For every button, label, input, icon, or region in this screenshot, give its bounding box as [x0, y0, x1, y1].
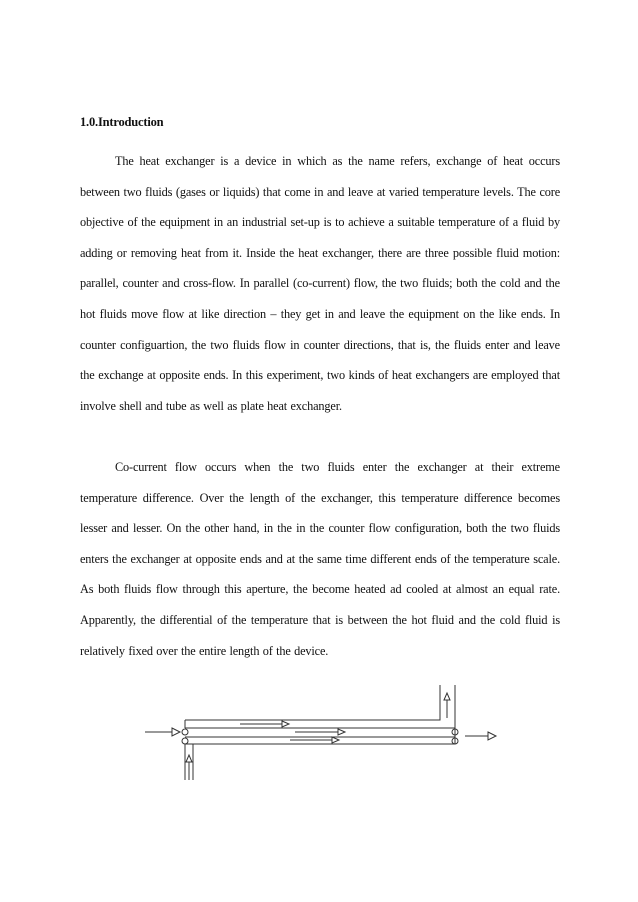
shell-top-wall [185, 685, 440, 720]
shell-lower-flow-arrow-icon [332, 737, 339, 743]
shell-flow-arrow-icon [282, 721, 289, 727]
paragraph-1 [80, 146, 560, 421]
paragraph-2-text: Co-current flow occurs when the two fluids enter the exchanger at their extreme temperature difference. Over the length of the exchanger, this temperature difference becomes lesser and lesser. On the other hand, in the in the counter flow configuration, both the two fluids enters the exchanger at opposite ends and at the same time different ends of the temperature scale. As both fluids flow through this aperture, the become heated ad cooled at almost an equal rate. Apparently, the differential of the temperature that is between the hot fluid and the cold fluid is relatively fixed over the entire length of the device. [80, 460, 560, 658]
tube-inlet-arrow-icon [172, 728, 180, 736]
shell-outlet-arrow-icon [444, 693, 450, 700]
shell-inlet-arrow-icon [186, 755, 192, 762]
section-heading: 1.0.Introduction [80, 115, 164, 129]
heat-exchanger-diagram [140, 680, 510, 790]
tube-inlet-fitting-icon [182, 729, 188, 735]
paragraph-2 [80, 452, 560, 666]
paragraph-1-text: The heat exchanger is a device in which as the name refers, exchange of heat occurs between two fluids (gases or liquids) that come in and leave at varied temperature levels. The core objective of the equipment in an industrial set-up is to achieve a suitable temperature of a fluid by adding or removing heat from it. Inside the heat exchanger, there are three possible fluid motion: parallel, counter and cross-flow. In parallel (co-current) flow, the two fluids; both the cold and the hot fluids move flow at like direction – they get in and leave the equipment on the like ends. In counter configuartion, the two fluids flow in counter directions, that is, the fluids enter and leave the exchange at opposite ends. In this experiment, two kinds of heat exchangers are employed that involve shell and tube as well as plate heat exchanger. [80, 154, 560, 413]
shell-inlet-fitting-icon [182, 738, 188, 744]
tube-flow-arrow-icon [338, 729, 345, 735]
co-current-heat-exchanger-diagram-icon [140, 680, 510, 790]
tube-outlet-arrow-icon [488, 732, 496, 740]
